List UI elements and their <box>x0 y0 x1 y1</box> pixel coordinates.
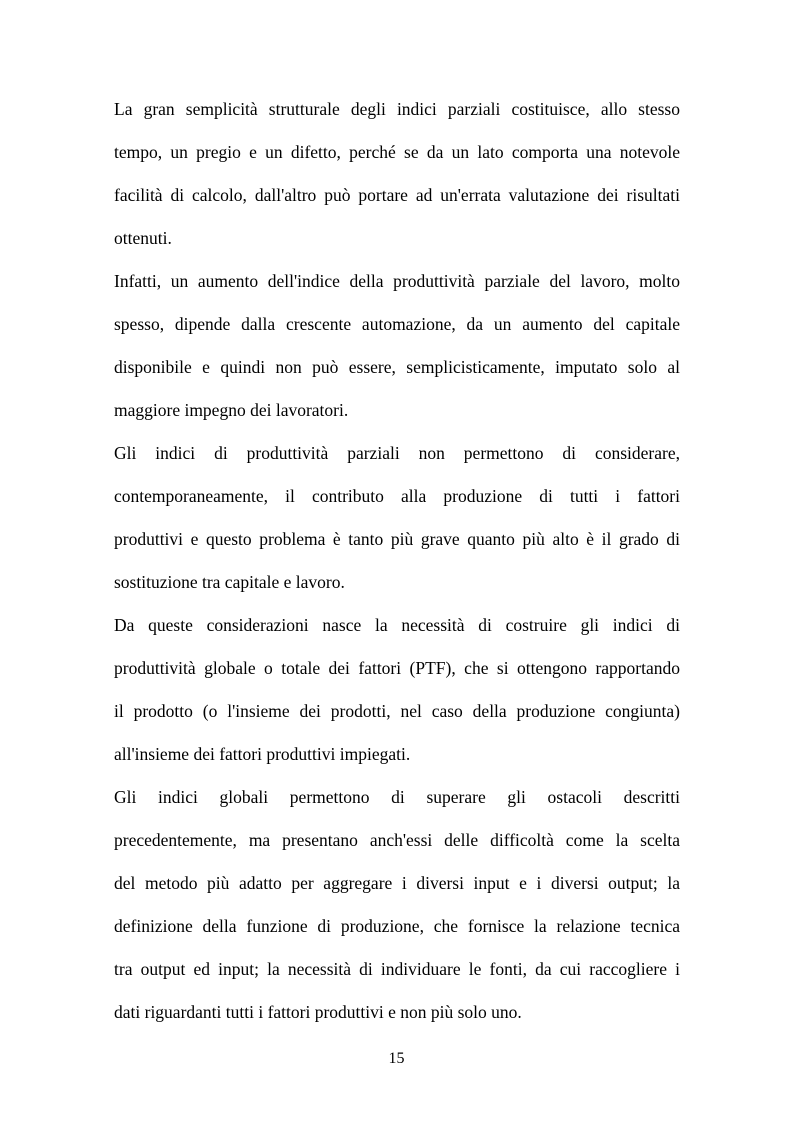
text-line: Infatti, un aumento dell'indice della produttività parziale del lavoro, molto <box>114 271 680 291</box>
text-line: Gli indici di produttività parziali non permettono di considerare, <box>114 443 680 463</box>
text-line: disponibile e quindi non può essere, semplicisticamente, imputato solo al <box>114 357 680 377</box>
text-line: sostituzione tra capitale e lavoro. <box>114 572 345 592</box>
text-line: maggiore impegno dei lavoratori. <box>114 400 349 420</box>
paragraph <box>114 88 680 260</box>
text-line: ottenuti. <box>114 228 172 248</box>
text-line: all'insieme dei fattori produttivi impiegati. <box>114 744 411 764</box>
paragraph <box>114 432 680 604</box>
text-line: produttività globale o totale dei fattori (PTF), che si ottengono rapportando <box>114 658 680 678</box>
paragraph <box>114 776 680 1034</box>
paragraph <box>114 260 680 432</box>
text-line: Da queste considerazioni nasce la necessità di costruire gli indici di <box>114 615 680 635</box>
text-line: produttivi e questo problema è tanto più grave quanto più alto è il grado di <box>114 529 680 549</box>
text-line: spesso, dipende dalla crescente automazione, da un aumento del capitale <box>114 314 680 334</box>
text-line: tempo, un pregio e un difetto, perché se da un lato comporta una notevole <box>114 142 680 162</box>
text-line: il prodotto (o l'insieme dei prodotti, nel caso della produzione congiunta) <box>114 701 680 721</box>
body-text <box>114 88 680 1034</box>
text-line: La gran semplicità strutturale degli indici parziali costituisce, allo stesso <box>114 99 680 119</box>
text-line: contemporaneamente, il contributo alla produzione di tutti i fattori <box>114 486 680 506</box>
text-line: del metodo più adatto per aggregare i diversi input e i diversi output; la <box>114 873 680 893</box>
text-line: definizione della funzione di produzione, che fornisce la relazione tecnica <box>114 916 680 936</box>
text-line: tra output ed input; la necessità di individuare le fonti, da cui raccogliere i <box>114 959 680 979</box>
text-line: dati riguardanti tutti i fattori produttivi e non più solo uno. <box>114 1002 522 1022</box>
page-number: 15 <box>388 1050 405 1067</box>
paragraph <box>114 604 680 776</box>
text-line: facilità di calcolo, dall'altro può portare ad un'errata valutazione dei risultati <box>114 185 680 205</box>
text-line: precedentemente, ma presentano anch'essi delle difficoltà come la scelta <box>114 830 680 850</box>
text-line: Gli indici globali permettono di superare gli ostacoli descritti <box>114 787 680 807</box>
